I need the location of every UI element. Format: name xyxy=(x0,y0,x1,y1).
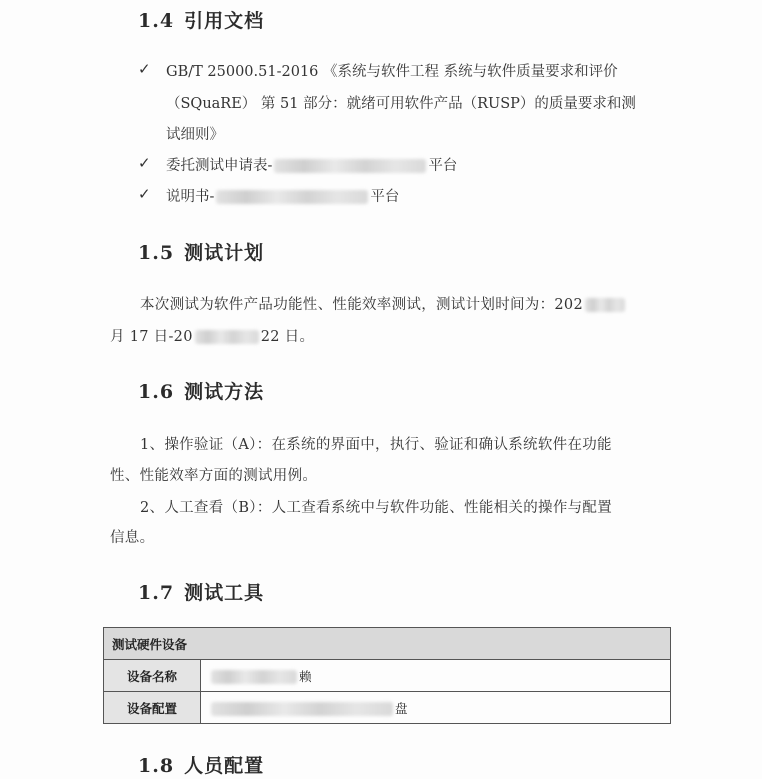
plan-line-1 xyxy=(140,293,627,314)
redacted-text xyxy=(211,702,393,716)
reference-item-2-prefix: 委托测试申请表- xyxy=(166,158,273,174)
redacted-text xyxy=(216,190,368,204)
device-config-suffix: 盘 xyxy=(395,700,408,716)
method-1-line-2: 性、性能效率方面的测试用例。 xyxy=(110,468,318,484)
device-name-label: 设备名称 xyxy=(104,660,201,692)
plan-line-2 xyxy=(110,325,314,346)
section-number: 1.6 xyxy=(138,381,175,403)
section-number: 1.7 xyxy=(138,582,175,604)
device-config-label: 设备配置 xyxy=(104,692,201,724)
section-title: 测试计划 xyxy=(184,242,265,264)
section-heading-1-6 xyxy=(138,377,264,404)
reference-item-2 xyxy=(166,154,457,175)
reference-item-3-suffix: 平台 xyxy=(370,189,400,205)
test-tools-table xyxy=(103,627,671,724)
redacted-text xyxy=(274,159,426,173)
device-name-value xyxy=(201,660,671,692)
plan-line-2-suffix: 22 日。 xyxy=(260,329,315,345)
section-number: 1.5 xyxy=(138,242,175,264)
check-icon: ✓ xyxy=(138,154,151,172)
reference-item-1-line-3: 试细则》 xyxy=(166,127,224,143)
redacted-text xyxy=(195,330,259,344)
section-title: 测试方法 xyxy=(184,381,265,403)
section-title: 人员配置 xyxy=(184,755,265,777)
section-heading-1-7 xyxy=(138,578,264,605)
redacted-text xyxy=(585,298,625,312)
method-1-line-1: 1、操作验证（A）：在系统的界面中，执行、验证和确认系统软件在功能 xyxy=(140,437,612,453)
table-row xyxy=(104,660,671,692)
table-row xyxy=(104,692,671,724)
reference-item-1-line-2: （SQuaRE） 第 51 部分：就绪可用软件产品（RUSP）的质量要求和测 xyxy=(166,96,636,112)
section-title: 测试工具 xyxy=(184,582,265,604)
reference-item-1-line-1: GB/T 25000.51-2016 《系统与软件工程 系统与软件质量要求和评价 xyxy=(166,64,618,80)
redacted-text xyxy=(211,670,297,684)
section-number: 1.8 xyxy=(138,755,175,777)
reference-item-3 xyxy=(166,185,399,206)
check-icon: ✓ xyxy=(138,185,151,203)
table-header-row xyxy=(104,628,671,660)
section-heading-1-8 xyxy=(138,751,264,778)
section-heading-1-5 xyxy=(138,238,264,265)
section-title: 引用文档 xyxy=(184,10,265,32)
table-header-cell: 测试硬件设备 xyxy=(104,628,671,660)
section-number: 1.4 xyxy=(138,10,175,32)
plan-line-2-prefix: 月 17 日-20 xyxy=(110,329,193,345)
device-config-value xyxy=(201,692,671,724)
reference-item-3-prefix: 说明书- xyxy=(166,189,215,205)
section-heading-1-4 xyxy=(138,6,264,33)
plan-line-1-text: 本次测试为软件产品功能性、性能效率测试，测试计划时间为：202 xyxy=(140,297,583,313)
method-2-line-2: 信息。 xyxy=(110,530,155,546)
method-2-line-1: 2、人工查看（B）：人工查看系统中与软件功能、性能相关的操作与配置 xyxy=(140,500,613,516)
device-name-suffix: 赖 xyxy=(299,668,312,684)
reference-item-2-suffix: 平台 xyxy=(428,158,458,174)
check-icon: ✓ xyxy=(138,60,151,78)
